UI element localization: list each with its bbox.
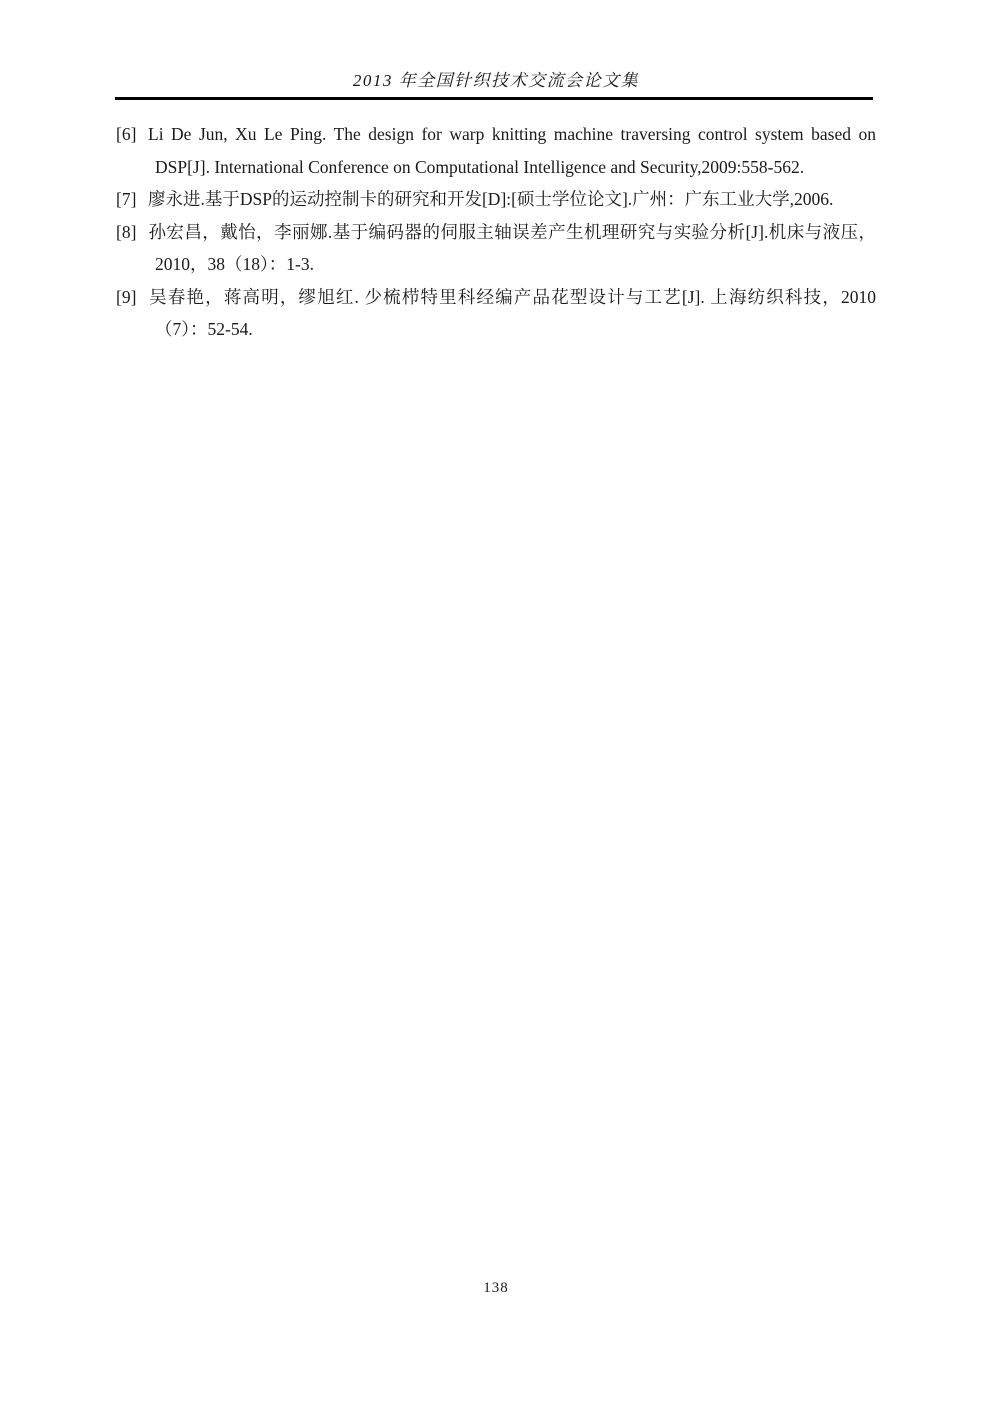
- reference-text: Li De Jun, Xu Le Ping. The design for warp knitting machine traversing control system based on DSP[J]. International Conference on Computational Intelligence and Security,2009:558-562.: [148, 124, 876, 177]
- reference-item-7: [116, 183, 876, 216]
- reference-marker: [7]: [116, 189, 137, 209]
- reference-item-6: [116, 118, 876, 183]
- reference-text: 孙宏昌，戴怡，李丽娜.基于编码器的伺服主轴误差产生机理研究与实验分析[J].机床与液压，2010，38（18）：1-3.: [148, 221, 876, 274]
- references-list: [116, 118, 876, 346]
- page-header-title: 2013 年全国针织技术交流会论文集: [352, 71, 640, 90]
- page-number: 138: [483, 1280, 509, 1296]
- reference-marker: [6]: [116, 124, 137, 144]
- header-rule: [115, 97, 873, 100]
- reference-text: 吴春艳，蒋高明，缪旭红. 少梳栉特里科经编产品花型设计与工艺[J]. 上海纺织科技，2010（7）：52-54.: [148, 286, 876, 339]
- reference-marker: [8]: [116, 221, 137, 242]
- reference-text: 廖永进.基于DSP的运动控制卡的研究和开发[D]:[硕士学位论文].广州：广东工业大学,2006.: [148, 189, 834, 209]
- reference-marker: [9]: [116, 286, 137, 307]
- reference-item-9: [116, 281, 876, 346]
- reference-item-8: [116, 216, 876, 281]
